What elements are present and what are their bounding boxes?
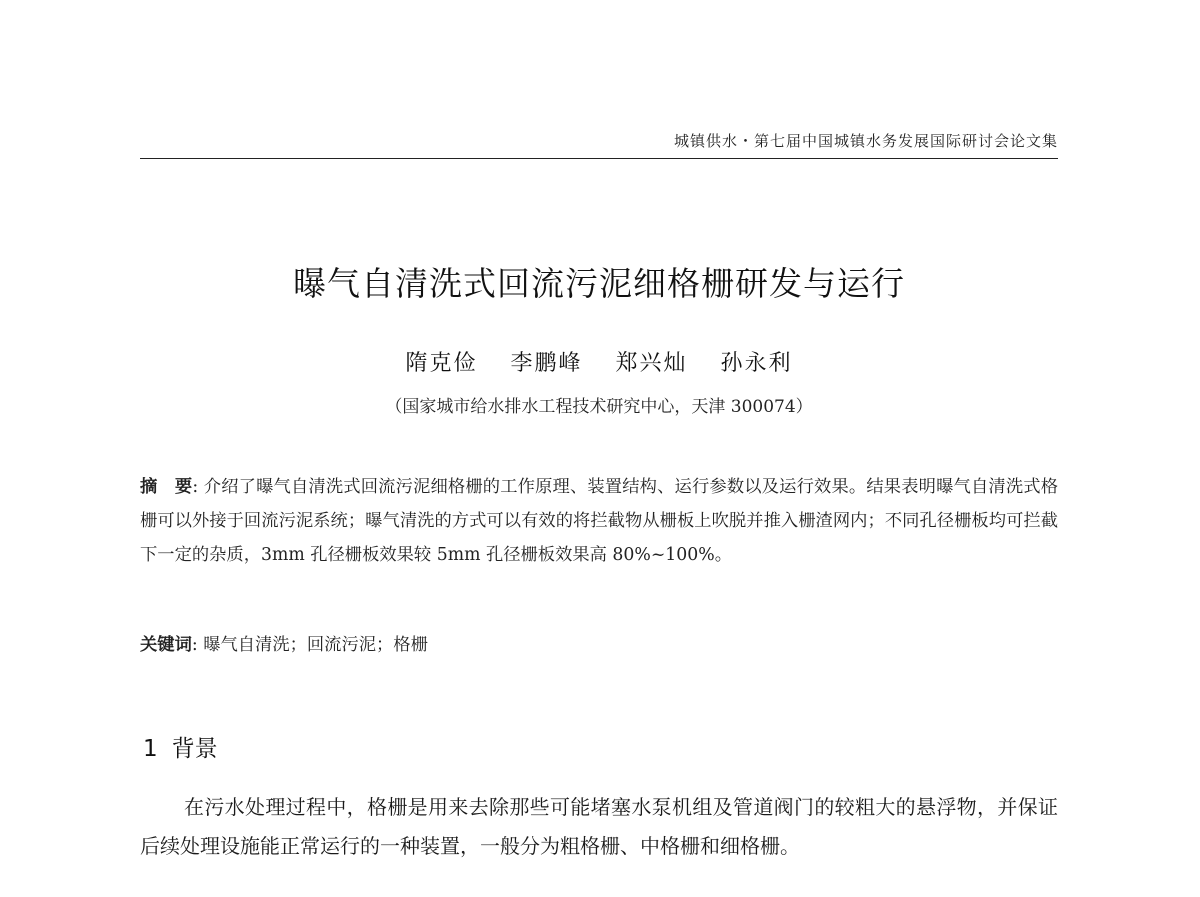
author: 李鹏峰 [510,351,583,376]
keywords-text: 曝气自清洗；回流污泥；格栅 [203,635,428,655]
section-title: 背景 [171,736,218,762]
body-paragraph: 在污水处理过程中，格栅是用来去除那些可能堵塞水泵机组及管道阀门的较粗大的悬浮物，并保证后续处理设施能正常运行的一种装置，一般分为粗格栅、中格栅和细格栅。 [140,795,1058,858]
keywords [140,630,1058,660]
running-header: 城镇供水・第七届中国城镇水务发展国际研讨会论文集 [673,132,1058,150]
abstract [140,470,1058,572]
section-heading [143,730,218,763]
abstract-separator: : [192,477,199,497]
paper-title: 曝气自清洗式回流污泥细格栅研发与运行 [293,264,905,303]
keywords-label: 关键词 [140,635,192,655]
author-list [140,346,1058,377]
author: 郑兴灿 [615,351,688,376]
abstract-text: 介绍了曝气自清洗式回流污泥细格栅的工作原理、装置结构、运行参数以及运行效果。结果表明曝气自清洗式格栅可以外接于回流污泥系统；曝气清洗的方式可以有效的将拦截物从栅板上吹脱并推入栅渣网内；不同孔径栅板均可拦截下一定的杂质，3mm 孔径栅板效果较 5mm 孔径栅板效果高 80%~100%。 [140,477,1058,565]
author: 孙永利 [720,351,793,376]
author: 隋克俭 [405,351,478,376]
affiliation: （国家城市给水排水工程技术研究中心，天津 300074） [385,397,813,417]
abstract-label: 摘 要 [140,477,193,497]
keywords-separator: : [191,635,198,655]
header-rule [140,158,1058,159]
section-number: 1 [143,736,158,762]
paper-page [140,0,1058,897]
